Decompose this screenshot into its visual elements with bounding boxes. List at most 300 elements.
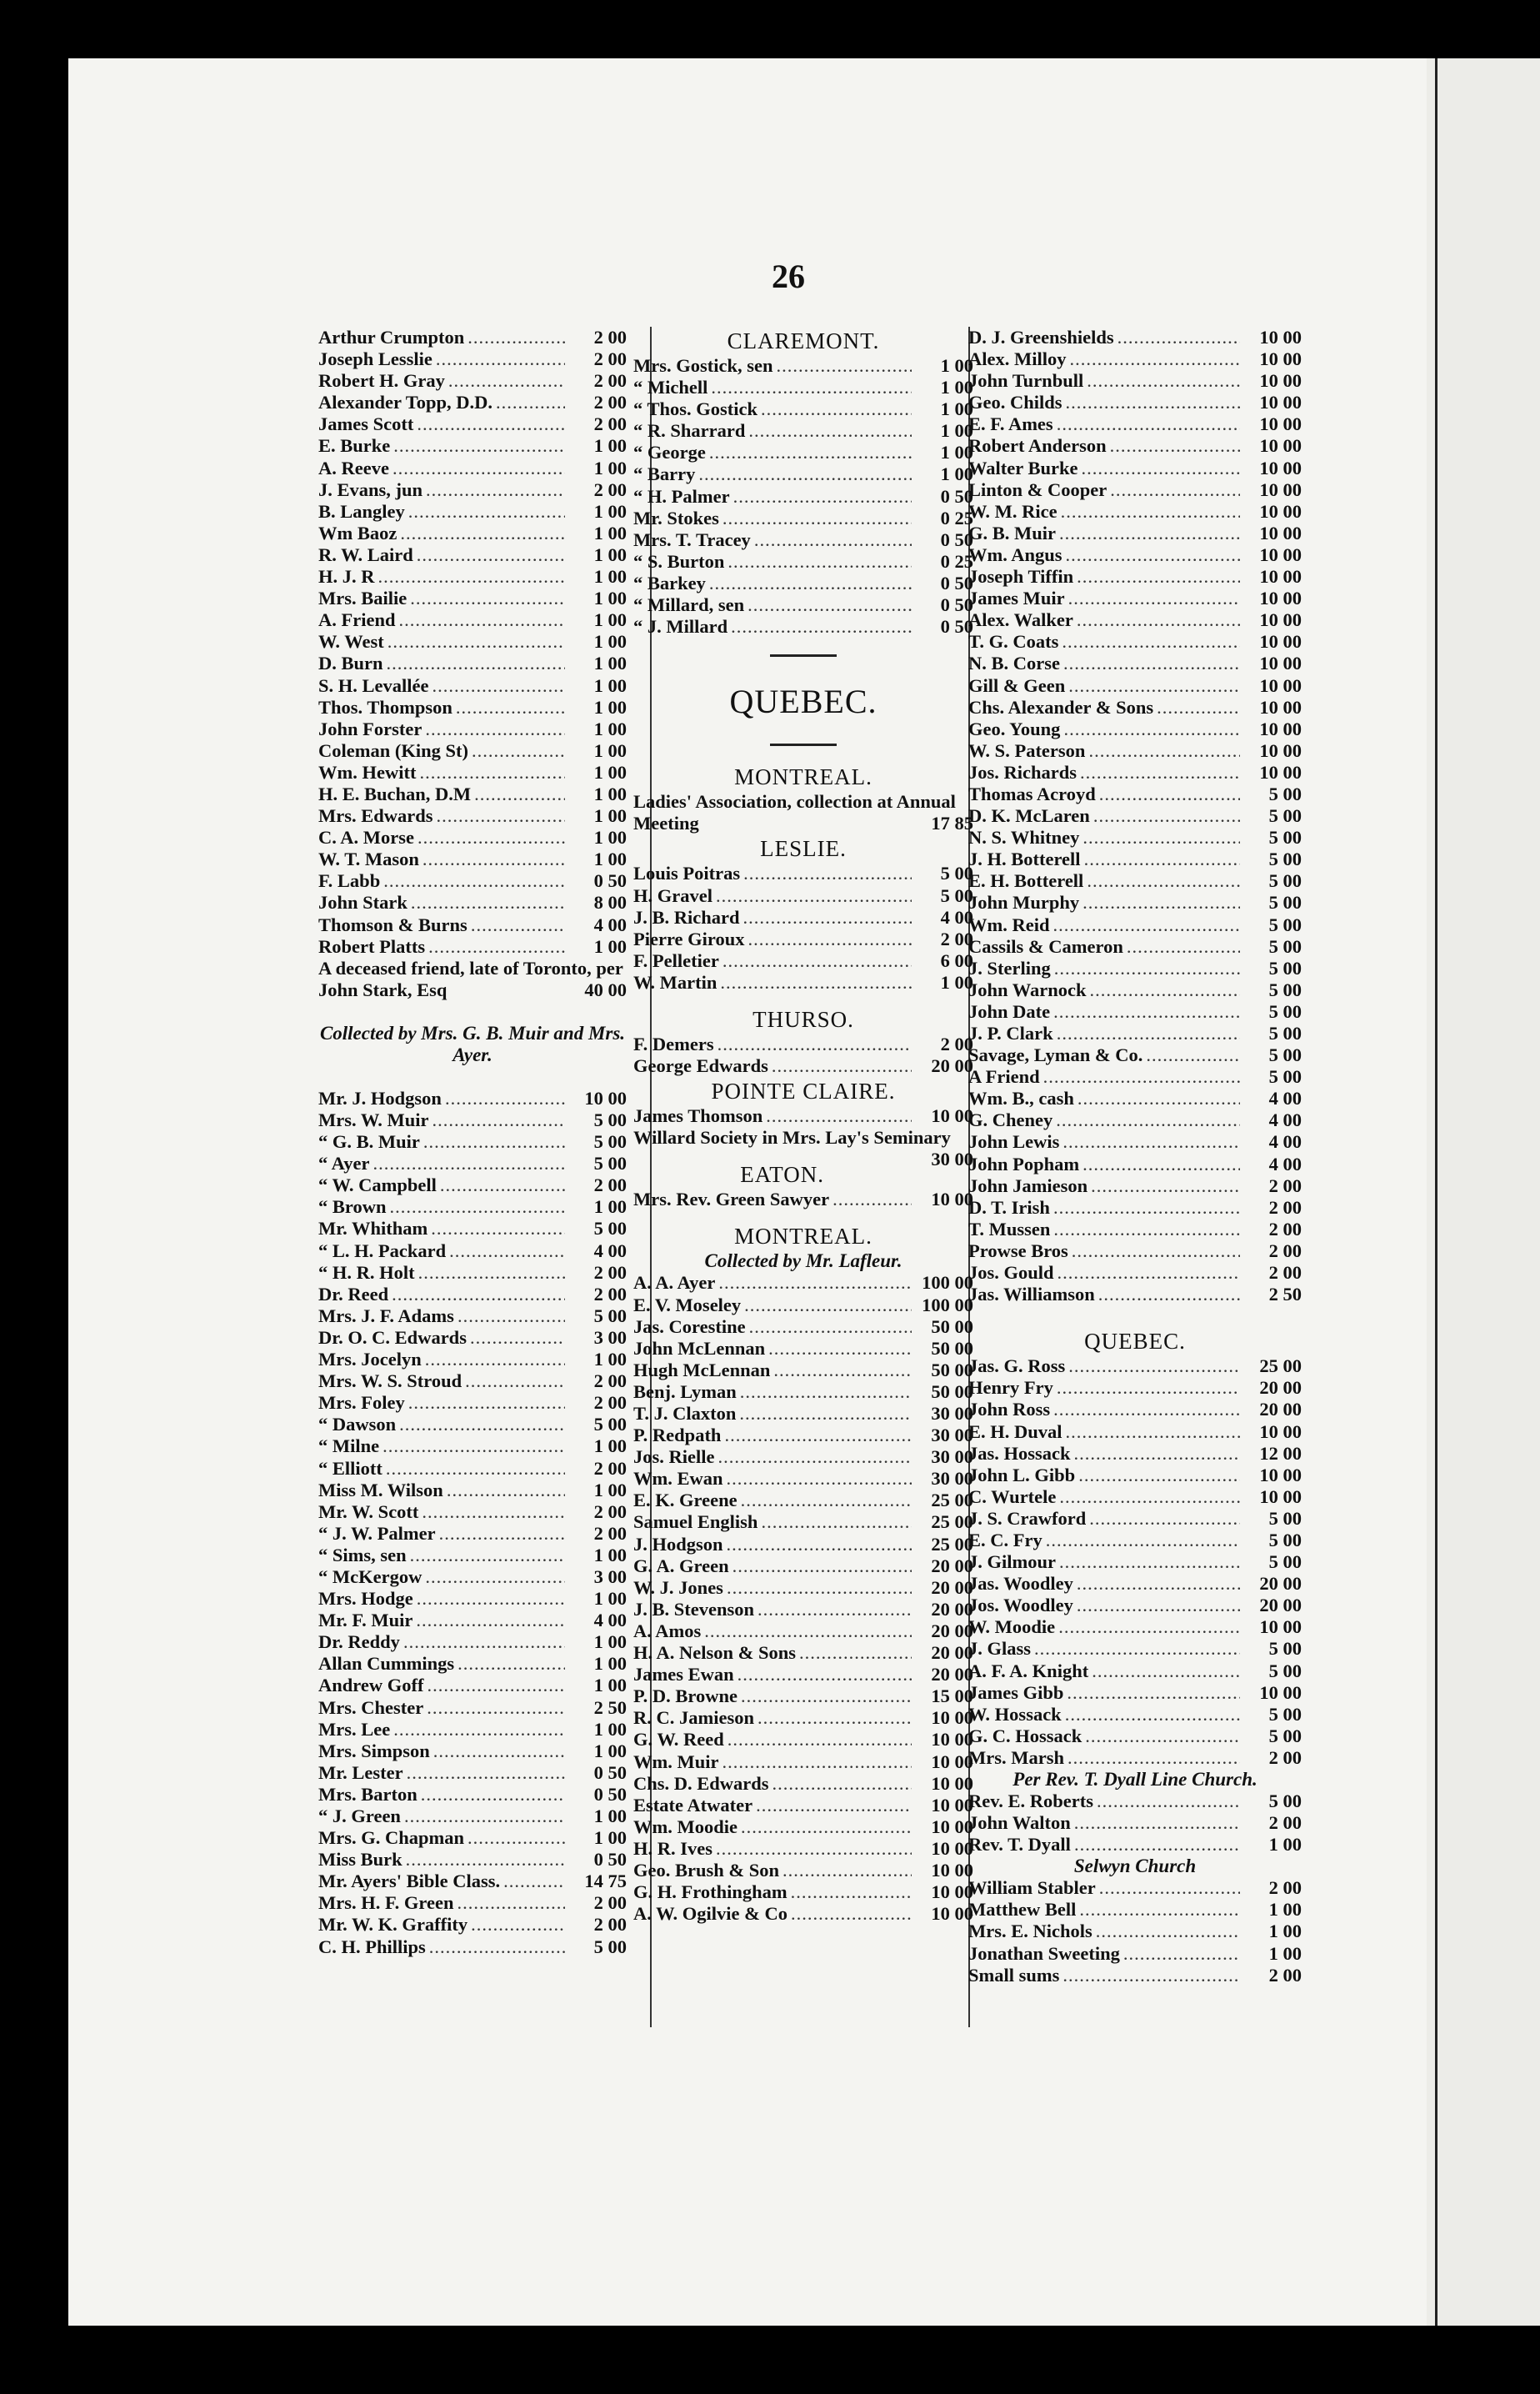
donor-entry (633, 1620, 973, 1642)
donor-name: John Walton (968, 1812, 1071, 1834)
leader-dots (1057, 1377, 1240, 1399)
donation-amount: 2 00 (593, 327, 627, 348)
section-heading: THURSO. (752, 1006, 854, 1032)
donation-amount: 1 00 (593, 1653, 627, 1675)
donor-name: “ W. Campbell (318, 1174, 437, 1196)
donation-amount: 0 50 (593, 1761, 627, 1783)
donation-amount: 0 50 (593, 1783, 627, 1805)
donation-amount: 10 00 (1259, 1485, 1302, 1507)
donor-name: Dr. Reddy (318, 1631, 400, 1653)
leader-dots (1077, 609, 1240, 631)
leader-dots (1077, 1595, 1240, 1616)
donor-name: T. Mussen (968, 1218, 1051, 1240)
donor-entry (968, 740, 1302, 762)
donation-amount: 0 50 (593, 1849, 627, 1871)
donation-amount: 2 00 (1268, 1262, 1302, 1284)
donor-entry (633, 1577, 973, 1599)
donor-entry (968, 566, 1302, 588)
donation-amount: 0 50 (940, 572, 973, 593)
donor-name: F. Demers (633, 1033, 714, 1054)
leader-dots (427, 1697, 565, 1719)
donation-amount: 10 00 (1259, 370, 1302, 392)
donor-name: Hugh McLennan (633, 1359, 771, 1380)
donation-amount: 25 00 (1259, 1355, 1302, 1377)
leader-dots (1099, 1877, 1240, 1899)
leader-dots (399, 609, 566, 631)
donor-entry (968, 805, 1302, 827)
donor-entry (318, 849, 627, 870)
leader-dots (471, 1914, 565, 1936)
donation-amount: 5 00 (1268, 914, 1302, 935)
donor-name: A. Friend (318, 609, 396, 631)
donor-entry (968, 1355, 1302, 1377)
leader-dots (758, 1599, 912, 1620)
donor-name: S. H. Levallée (318, 674, 429, 696)
donation-amount: 2 00 (593, 413, 627, 435)
donor-name: T. J. Claxton (633, 1403, 737, 1424)
donation-amount: 2 00 (940, 1033, 973, 1054)
donor-name: G. H. Frothingham (633, 1881, 788, 1903)
donation-amount: 4 00 (1268, 1109, 1302, 1131)
donor-name: Thomas Acroyd (968, 783, 1096, 804)
donor-entry (318, 413, 627, 435)
donor-name: W. T. Mason (318, 849, 419, 870)
leader-dots (728, 551, 912, 573)
section-subheading: Collected by Mr. Lafleur. (704, 1250, 902, 1272)
donation-amount: 10 00 (931, 1859, 973, 1881)
donation-amount: 20 00 (931, 1555, 973, 1576)
donor-name: J. B. Stevenson (633, 1598, 755, 1620)
donor-entry (633, 1295, 973, 1316)
leader-dots (1068, 675, 1240, 697)
donor-name: J. Sterling (968, 957, 1051, 979)
donor-entry (633, 1272, 973, 1294)
donor-name: P. Redpath (633, 1425, 722, 1446)
leader-dots (417, 1588, 565, 1610)
donor-entry (633, 885, 973, 907)
donor-name: John Date (968, 1000, 1051, 1022)
donation-amount: 1 00 (593, 1349, 627, 1370)
leader-dots (743, 907, 912, 929)
leader-dots (1087, 870, 1240, 892)
donor-entry (633, 1425, 973, 1446)
donor-entry (633, 1055, 973, 1077)
leader-dots (728, 1729, 912, 1750)
donation-amount: 10 00 (1259, 327, 1302, 348)
donation-amount: 1 00 (593, 500, 627, 522)
donor-entry (968, 936, 1302, 958)
donor-name: Dr. O. C. Edwards (318, 1326, 467, 1348)
donor-entry (318, 544, 627, 566)
donor-name: Mrs. Chester (318, 1696, 424, 1718)
donor-entry (968, 849, 1302, 870)
leader-dots (832, 1189, 912, 1210)
donor-name: Jas. Hossack (968, 1442, 1071, 1464)
donor-name: W. West (318, 631, 384, 653)
donor-entry (633, 1403, 973, 1425)
donor-entry (968, 458, 1302, 479)
leader-dots (740, 1381, 912, 1403)
donor-name: N. S. Whitney (968, 827, 1080, 849)
donation-amount: 10 00 (1259, 1464, 1302, 1485)
donation-amount: 1 00 (593, 457, 627, 478)
leader-dots (1079, 1899, 1240, 1921)
donor-entry (633, 1446, 973, 1468)
donor-entry (968, 1066, 1302, 1088)
donor-name: Mr. Stokes (633, 507, 719, 528)
leader-dots (389, 1196, 565, 1218)
donation-amount: 10 00 (1259, 543, 1302, 565)
donor-name: Mr. W. K. Graffity (318, 1914, 468, 1936)
donor-entry (968, 1834, 1302, 1856)
donor-entry (633, 1860, 973, 1881)
donor-name: W. S. Paterson (968, 739, 1086, 761)
donor-entry (633, 1795, 973, 1816)
donor-name: John Murphy (968, 892, 1080, 914)
leader-dots (744, 1295, 912, 1316)
donation-amount: 10 00 (1259, 348, 1302, 370)
donation-amount: 10 00 (931, 1794, 973, 1816)
donation-amount: 1 00 (593, 1806, 627, 1826)
donor-entry (633, 1189, 973, 1210)
section-heading: CLAREMONT. (727, 328, 880, 353)
donor-name: James Thomson (633, 1105, 763, 1127)
leader-dots (392, 458, 565, 479)
donation-amount: 30 00 (931, 1468, 973, 1490)
leader-dots (447, 1480, 565, 1501)
donation-amount: 50 00 (931, 1337, 973, 1359)
donor-name: Wm. B., cash (968, 1088, 1074, 1109)
donation-amount: 2 00 (1268, 1240, 1302, 1261)
donor-name: James Ewan (633, 1664, 734, 1685)
donor-entry (968, 827, 1302, 849)
donor-entry (633, 1360, 973, 1381)
donor-entry (968, 1465, 1302, 1486)
donor-name: Rev. T. Dyall (968, 1834, 1071, 1856)
donor-name: Mrs. G. Chapman (318, 1827, 465, 1849)
donor-entry (633, 398, 973, 420)
donor-list (968, 327, 1302, 1305)
leader-dots (727, 1577, 912, 1599)
donation-amount: 10 00 (1259, 631, 1302, 653)
section-subheading: Per Rev. T. Dyall Line Church. (1012, 1769, 1258, 1790)
donation-amount: 10 00 (584, 1087, 627, 1109)
donor-entry (318, 762, 627, 784)
leader-dots (711, 377, 912, 398)
donor-entry (318, 348, 627, 370)
donor-name: N. B. Corse (968, 653, 1060, 674)
leader-dots (1088, 740, 1240, 762)
leader-dots (425, 719, 565, 740)
donor-name: Jos. Rielle (633, 1446, 715, 1468)
leader-dots (1068, 1355, 1240, 1377)
leader-dots (782, 1860, 912, 1881)
donation-amount: 10 00 (931, 1903, 973, 1925)
leader-dots (1091, 1175, 1240, 1197)
donor-name: Mrs. Simpson (318, 1740, 430, 1761)
donor-name: E. K. Greene (633, 1490, 738, 1511)
donation-amount: 10 00 (931, 1881, 973, 1903)
donation-amount: 1 00 (593, 935, 627, 957)
donation-amount: 10 00 (1259, 696, 1302, 718)
leader-dots (1146, 1044, 1240, 1066)
leader-dots (418, 827, 565, 849)
donor-name: Alex. Milloy (968, 348, 1067, 370)
donor-name: Dr. Reed (318, 1283, 389, 1305)
donor-entry (633, 1642, 973, 1664)
donor-list (633, 1105, 973, 1127)
donor-name: “ Thos. Gostick (633, 398, 758, 420)
leader-dots (411, 892, 565, 914)
leader-dots (1061, 501, 1240, 523)
donor-name: “ R. Sharrard (633, 420, 746, 442)
donor-entry (318, 1871, 627, 1892)
leader-dots (416, 1610, 565, 1631)
donation-amount: 5 00 (1268, 849, 1302, 870)
leader-dots (465, 1370, 565, 1392)
donation-amount: 1 00 (593, 849, 627, 870)
leader-dots (1059, 523, 1240, 544)
donor-name: John Forster (318, 718, 422, 739)
donor-name: Jos. Richards (968, 761, 1078, 783)
donation-amount: 1 00 (1268, 1942, 1302, 1964)
leader-dots (1090, 979, 1240, 1001)
leader-dots (741, 1816, 912, 1838)
donor-entry (633, 616, 973, 638)
donation-amount: 10 00 (1259, 1420, 1302, 1442)
leader-dots (1082, 1154, 1240, 1175)
donation-amount: 1 00 (593, 696, 627, 718)
donation-amount: 1 00 (593, 588, 627, 609)
donor-name: E. H. Duval (968, 1420, 1062, 1442)
donor-entry (318, 609, 627, 631)
donor-entry (633, 573, 973, 594)
donor-entry (318, 1936, 627, 1958)
donor-name: D. J. Greenshields (968, 327, 1114, 348)
leader-dots (761, 1511, 912, 1533)
divider (770, 744, 837, 746)
donor-entry (633, 1338, 973, 1360)
donor-entry (968, 1747, 1302, 1769)
donor-name: H. E. Buchan, D.M (318, 783, 472, 804)
donor-entry (318, 784, 627, 805)
donor-entry (968, 1704, 1302, 1725)
donor-entry (633, 1534, 973, 1555)
donor-entry (633, 420, 973, 442)
donor-entry (968, 1965, 1302, 1986)
leader-dots (433, 1740, 565, 1762)
leader-dots (403, 1631, 565, 1653)
donor-name: J. Hodgson (633, 1533, 723, 1555)
leader-dots (748, 594, 912, 616)
donation-amount: 2 00 (593, 1174, 627, 1196)
leader-dots (724, 1425, 912, 1446)
leader-dots (425, 1566, 565, 1588)
donor-name: Mrs. Gostick, sen (633, 355, 773, 376)
donor-name: Wm. Muir (633, 1750, 719, 1772)
donor-entry (318, 1697, 627, 1719)
donor-entry (968, 1399, 1302, 1420)
donor-name: J. Gilmour (968, 1551, 1056, 1573)
donor-entry (968, 653, 1302, 674)
leader-dots (1082, 827, 1240, 849)
leader-dots (791, 1881, 912, 1903)
leader-dots (422, 849, 565, 870)
donor-name: H. J. R (318, 566, 375, 588)
leader-dots (766, 1105, 912, 1127)
donation-amount: 4 00 (593, 1610, 627, 1631)
donation-amount: 2 00 (940, 928, 973, 949)
donor-entry (318, 392, 627, 413)
donor-name: “ H. R. Holt (318, 1261, 415, 1283)
donor-entry (318, 1784, 627, 1806)
donation-amount: 20 00 (1259, 1377, 1302, 1399)
donor-name: “ McKergow (318, 1565, 422, 1587)
donor-name: James Scott (318, 413, 414, 435)
donation-amount: 100 00 (922, 1294, 973, 1315)
donation-amount: 10 00 (931, 1729, 973, 1750)
leader-dots (472, 740, 565, 762)
donor-list (968, 1877, 1302, 1986)
donor-list (633, 1189, 973, 1210)
donor-entry (968, 958, 1302, 979)
donor-entry (633, 1034, 973, 1055)
donation-amount: 5 00 (1268, 1023, 1302, 1044)
donation-amount: 2 00 (593, 1522, 627, 1544)
donation-amount: 20 00 (931, 1620, 973, 1641)
donation-amount: 1 00 (940, 971, 973, 993)
donor-name: Jonathan Sweeting (968, 1942, 1120, 1964)
donation-amount: 20 00 (1259, 1399, 1302, 1420)
leader-dots (431, 1218, 565, 1240)
donor-entry (318, 1370, 627, 1392)
donor-entry (633, 508, 973, 529)
donation-amount: 1 00 (593, 631, 627, 653)
donor-entry (968, 870, 1302, 892)
donor-name: Wm. Ewan (633, 1468, 723, 1490)
leader-dots (458, 1305, 565, 1327)
donation-amount: 50 00 (931, 1380, 973, 1402)
donor-entry (318, 719, 627, 740)
donor-name: E. Burke (318, 435, 391, 457)
donor-list (633, 1034, 973, 1077)
donor-entry (968, 914, 1302, 936)
leader-dots (432, 675, 565, 697)
section-subheading: Selwyn Church (1073, 1856, 1197, 1877)
leader-dots (716, 1838, 912, 1860)
donation-amount: 10 00 (931, 1816, 973, 1837)
leader-dots (1043, 1066, 1240, 1088)
donor-name: G. C. Hossack (968, 1725, 1082, 1746)
donor-entry (968, 1508, 1302, 1530)
donation-amount: 10 00 (931, 1707, 973, 1729)
donation-amount: 2 00 (593, 370, 627, 392)
leader-dots (468, 1827, 565, 1849)
donor-name: Mrs. Lee (318, 1718, 391, 1740)
donor-entry (318, 805, 627, 827)
donor-name: J. P. Clark (968, 1023, 1053, 1044)
donor-list (633, 355, 973, 638)
donor-name: Gill & Geen (968, 674, 1066, 696)
donation-amount: 1 00 (593, 783, 627, 804)
donor-name: Jas. Woodley (968, 1573, 1073, 1595)
leader-dots (698, 463, 912, 485)
donation-amount: 1 00 (940, 420, 973, 442)
donor-entry (633, 1511, 973, 1533)
donation-amount: 1 00 (940, 377, 973, 398)
ladies-association-entry (633, 791, 973, 834)
donor-entry (318, 1088, 627, 1109)
leader-dots (1077, 1573, 1240, 1595)
donor-entry (318, 479, 627, 501)
donor-name: E. V. Moseley (633, 1294, 742, 1315)
donor-entry (318, 675, 627, 697)
donor-name: “ Millard, sen (633, 594, 745, 616)
donation-amount: 2 00 (1268, 1196, 1302, 1218)
leader-dots (474, 784, 565, 805)
leader-dots (704, 1620, 912, 1642)
leader-dots (496, 392, 565, 413)
leader-dots (437, 805, 565, 827)
leader-dots (1157, 697, 1240, 719)
donation-amount: 2 00 (1268, 1877, 1302, 1899)
leader-dots (1084, 849, 1240, 870)
donor-name: Wm. Moodie (633, 1816, 738, 1837)
donor-name: W. Moodie (968, 1616, 1056, 1638)
donation-amount: 0 25 (940, 550, 973, 572)
donor-name: Miss M. Wilson (318, 1479, 443, 1500)
leader-dots (428, 936, 565, 958)
donor-name: Matthew Bell (968, 1899, 1077, 1921)
donor-entry (633, 1664, 973, 1685)
donation-amount: 10 00 (931, 1750, 973, 1772)
donation-amount: 1 00 (593, 739, 627, 761)
donor-entry (318, 1588, 627, 1610)
donor-name: John Jamieson (968, 1174, 1088, 1196)
donor-name: “ Milne (318, 1435, 380, 1457)
donor-name: John Lewis (968, 1131, 1060, 1153)
donation-amount: 2 00 (593, 1261, 627, 1283)
leader-dots (1053, 914, 1241, 936)
donor-name: Mrs. J. F. Adams (318, 1305, 454, 1326)
donor-entry (968, 1219, 1302, 1240)
donor-name: Savage, Lyman & Co. (968, 1044, 1143, 1066)
donation-amount: 5 00 (1268, 1703, 1302, 1725)
donor-entry (633, 1903, 973, 1925)
donor-entry (968, 1595, 1302, 1616)
leader-dots (718, 1272, 912, 1294)
donation-amount: 5 00 (1268, 805, 1302, 827)
leader-dots (1058, 1262, 1240, 1284)
leader-dots (1082, 892, 1240, 914)
donation-amount: 10 00 (931, 1772, 973, 1794)
leader-dots (388, 631, 565, 653)
leader-dots (421, 1784, 565, 1806)
donor-name: J. B. Richard (633, 906, 740, 928)
donation-amount: 30 00 (931, 1425, 973, 1446)
donor-entry (968, 1001, 1302, 1023)
donor-entry (633, 594, 973, 616)
donor-name: “ George (633, 442, 706, 463)
donation-amount: 2 00 (1268, 1218, 1302, 1240)
donor-name: “ Elliott (318, 1457, 382, 1479)
donation-amount: 1 00 (593, 1196, 627, 1218)
donation-amount: 10 00 (1259, 588, 1302, 609)
leader-dots (1127, 936, 1240, 958)
leader-dots (418, 1262, 565, 1284)
leader-dots (1072, 1240, 1240, 1262)
donor-name: Jos. Woodley (968, 1595, 1073, 1616)
